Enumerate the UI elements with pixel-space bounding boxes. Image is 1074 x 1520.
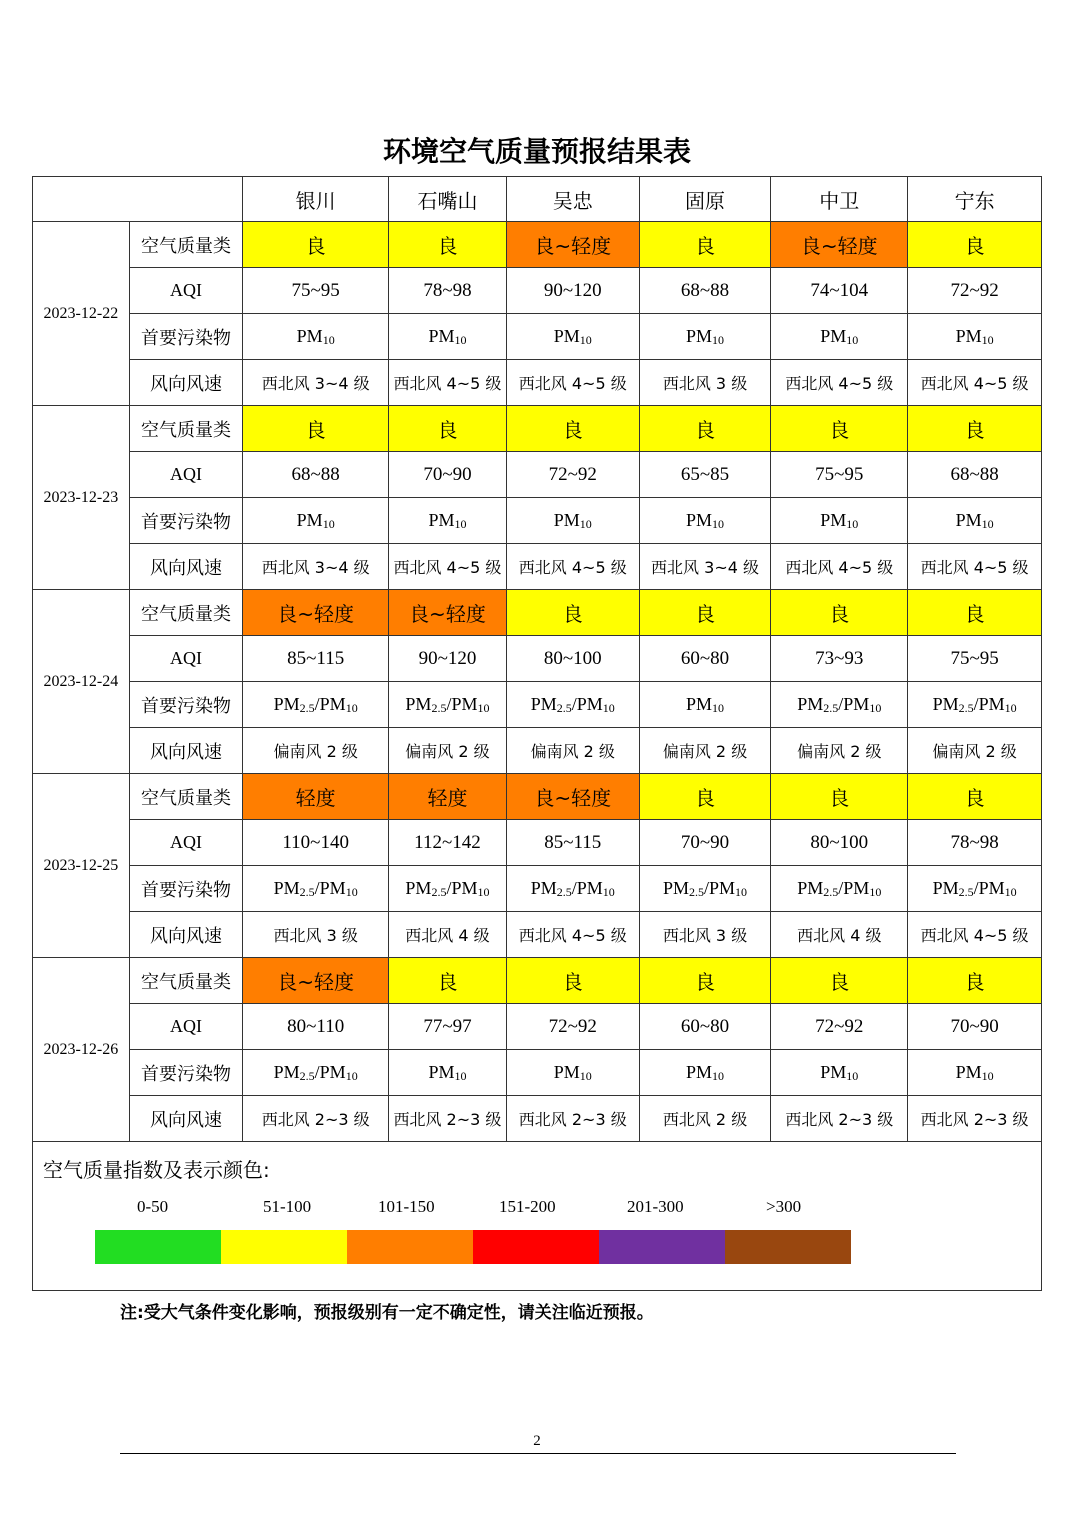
day-row-quality (33, 406, 1042, 452)
day-row-quality (33, 958, 1042, 1004)
quality-cell: 良 (243, 406, 389, 452)
wind-cell: 西北风 4~5 级 (908, 544, 1042, 590)
forecast-date: 2023-12-26 (33, 958, 130, 1142)
forecast-note: 注:受大气条件变化影响，预报级别有一定不确定性，请关注临近预报。 (120, 1303, 654, 1323)
legend-color-swatch (473, 1230, 599, 1264)
row-label-wind: 风向风速 (129, 728, 243, 774)
legend-range-label: 201-300 (627, 1197, 684, 1216)
legend-color-swatch (347, 1230, 473, 1264)
day-row-wind (33, 360, 1042, 406)
pollutant-cell: $PM_{10}$ (639, 682, 771, 728)
day-row-aqi (33, 268, 1042, 314)
aqi-cell: 77~97 (389, 1004, 507, 1050)
quality-cell: 良~轻度 (243, 958, 389, 1004)
wind-cell: 西北风 2~3 级 (506, 1096, 639, 1142)
wind-cell: 西北风 4~5 级 (506, 360, 639, 406)
aqi-cell: 72~92 (506, 1004, 639, 1050)
wind-cell: 西北风 4~5 级 (389, 544, 507, 590)
quality-cell: 良 (908, 958, 1042, 1004)
wind-cell: 西北风 4~5 级 (506, 912, 639, 958)
legend-color-swatch (95, 1230, 221, 1264)
legend-body (33, 1142, 1042, 1291)
city-header: 宁东 (908, 177, 1042, 222)
aqi-cell: 85~115 (506, 820, 639, 866)
pollutant-cell: $PM_{2.5}/PM_{10}$ (908, 682, 1042, 728)
pollutant-cell: $PM_{10}$ (389, 498, 507, 544)
pollutant-cell: $PM_{2.5}/PM_{10}$ (243, 1050, 389, 1096)
quality-cell: 轻度 (389, 774, 507, 820)
quality-cell: 良~轻度 (389, 590, 507, 636)
quality-cell: 良 (908, 406, 1042, 452)
day-row-quality (33, 590, 1042, 636)
forecast-date: 2023-12-22 (33, 222, 130, 406)
day-row-wind (33, 1096, 1042, 1142)
quality-cell: 良~轻度 (506, 222, 639, 268)
row-label-wind: 风向风速 (129, 912, 243, 958)
wind-cell: 西北风 4~5 级 (506, 544, 639, 590)
pollutant-cell: $PM_{2.5}/PM_{10}$ (389, 682, 507, 728)
aqi-cell: 75~95 (771, 452, 908, 498)
aqi-cell: 75~95 (908, 636, 1042, 682)
wind-cell: 西北风 2~3 级 (908, 1096, 1042, 1142)
aqi-cell: 80~100 (506, 636, 639, 682)
wind-cell: 西北风 2~3 级 (771, 1096, 908, 1142)
legend-range-label: 0-50 (137, 1197, 169, 1216)
pollutant-cell: $PM_{10}$ (506, 314, 639, 360)
quality-cell: 良~轻度 (771, 222, 908, 268)
pollutant-cell: $PM_{2.5}/PM_{10}$ (506, 866, 639, 912)
wind-cell: 偏南风 2 级 (639, 728, 771, 774)
quality-cell: 良 (243, 222, 389, 268)
aqi-cell: 65~85 (639, 452, 771, 498)
legend-title: 空气质量指数及表示颜色: (43, 1158, 270, 1182)
row-label-quality: 空气质量类 (129, 222, 243, 268)
day-row-pollutant (33, 498, 1042, 544)
quality-cell: 良~轻度 (506, 774, 639, 820)
forecast-date: 2023-12-24 (33, 590, 130, 774)
page-title: 环境空气质量预报结果表 (382, 135, 691, 168)
pollutant-cell: $PM_{2.5}/PM_{10}$ (506, 682, 639, 728)
quality-cell: 良~轻度 (243, 590, 389, 636)
pollutant-cell: $PM_{10}$ (506, 1050, 639, 1096)
quality-cell: 良 (639, 774, 771, 820)
quality-cell: 良 (506, 590, 639, 636)
quality-cell: 良 (639, 590, 771, 636)
quality-cell: 良 (506, 958, 639, 1004)
day-row-quality (33, 222, 1042, 268)
wind-cell: 西北风 3~4 级 (639, 544, 771, 590)
row-label-quality: 空气质量类 (129, 406, 243, 452)
wind-cell: 西北风 3 级 (639, 912, 771, 958)
row-label-aqi: AQI (129, 820, 243, 866)
pollutant-cell: $PM_{10}$ (243, 498, 389, 544)
aqi-cell: 68~88 (908, 452, 1042, 498)
page-number: 2 (533, 1433, 541, 1449)
legend-color-swatch (599, 1230, 725, 1264)
row-label-aqi: AQI (129, 452, 243, 498)
aqi-cell: 110~140 (243, 820, 389, 866)
row-label-pollutant: 首要污染物 (129, 314, 243, 360)
aqi-cell: 75~95 (243, 268, 389, 314)
wind-cell: 西北风 4 级 (389, 912, 507, 958)
city-header: 银川 (243, 177, 389, 222)
day-row-quality (33, 774, 1042, 820)
wind-cell: 西北风 4~5 级 (771, 544, 908, 590)
pollutant-cell: $PM_{2.5}/PM_{10}$ (243, 866, 389, 912)
aqi-cell: 74~104 (771, 268, 908, 314)
pollutant-cell: $PM_{2.5}/PM_{10}$ (389, 866, 507, 912)
wind-cell: 西北风 2~3 级 (243, 1096, 389, 1142)
row-label-quality: 空气质量类 (129, 590, 243, 636)
row-label-pollutant: 首要污染物 (129, 498, 243, 544)
pollutant-cell: $PM_{10}$ (771, 314, 908, 360)
pollutant-cell: $PM_{10}$ (389, 314, 507, 360)
aqi-cell: 85~115 (243, 636, 389, 682)
aqi-cell: 72~92 (506, 452, 639, 498)
day-row-aqi (33, 636, 1042, 682)
wind-cell: 西北风 3~4 级 (243, 544, 389, 590)
day-row-aqi (33, 1004, 1042, 1050)
quality-cell: 良 (908, 774, 1042, 820)
quality-cell: 良 (389, 406, 507, 452)
legend-range-label: 51-100 (263, 1197, 312, 1216)
aqi-cell: 70~90 (389, 452, 507, 498)
wind-cell: 西北风 3 级 (639, 360, 771, 406)
pollutant-cell: $PM_{2.5}/PM_{10}$ (243, 682, 389, 728)
legend-range-label: >300 (766, 1197, 802, 1216)
day-row-wind (33, 544, 1042, 590)
row-label-pollutant: 首要污染物 (129, 682, 243, 728)
row-label-wind: 风向风速 (129, 544, 243, 590)
wind-cell: 西北风 4~5 级 (771, 360, 908, 406)
quality-cell: 良 (506, 406, 639, 452)
wind-cell: 西北风 2~3 级 (389, 1096, 507, 1142)
pollutant-cell: $PM_{10}$ (908, 498, 1042, 544)
pollutant-cell: $PM_{2.5}/PM_{10}$ (771, 866, 908, 912)
day-row-aqi (33, 820, 1042, 866)
city-header: 吴忠 (506, 177, 639, 222)
quality-cell: 良 (771, 958, 908, 1004)
row-label-quality: 空气质量类 (129, 774, 243, 820)
wind-cell: 西北风 4~5 级 (908, 360, 1042, 406)
aqi-cell: 80~110 (243, 1004, 389, 1050)
pollutant-cell: $PM_{10}$ (243, 314, 389, 360)
legend-color-swatch (725, 1230, 851, 1264)
quality-cell: 良 (771, 406, 908, 452)
quality-cell: 良 (389, 958, 507, 1004)
row-label-aqi: AQI (129, 636, 243, 682)
quality-cell: 轻度 (243, 774, 389, 820)
day-row-pollutant (33, 1050, 1042, 1096)
wind-cell: 西北风 3 级 (243, 912, 389, 958)
quality-cell: 良 (771, 590, 908, 636)
row-label-quality: 空气质量类 (129, 958, 243, 1004)
day-row-pollutant (33, 866, 1042, 912)
pollutant-cell: $PM_{10}$ (389, 1050, 507, 1096)
wind-cell: 偏南风 2 级 (771, 728, 908, 774)
header-row (33, 177, 1042, 222)
day-row-wind (33, 728, 1042, 774)
pollutant-cell: $PM_{10}$ (908, 1050, 1042, 1096)
aqi-cell: 90~120 (389, 636, 507, 682)
pollutant-cell: $PM_{10}$ (771, 1050, 908, 1096)
row-label-pollutant: 首要污染物 (129, 1050, 243, 1096)
pollutant-cell: $PM_{2.5}/PM_{10}$ (771, 682, 908, 728)
footer-line (120, 1453, 956, 1454)
aqi-cell: 90~120 (506, 268, 639, 314)
corner-cell (33, 177, 243, 222)
wind-cell: 西北风 2 级 (639, 1096, 771, 1142)
aqi-cell: 68~88 (243, 452, 389, 498)
day-row-aqi (33, 452, 1042, 498)
wind-cell: 西北风 4~5 级 (908, 912, 1042, 958)
legend-range-label: 101-150 (378, 1197, 435, 1216)
quality-cell: 良 (639, 406, 771, 452)
wind-cell: 西北风 4 级 (771, 912, 908, 958)
row-label-aqi: AQI (129, 268, 243, 314)
forecast-date: 2023-12-25 (33, 774, 130, 958)
pollutant-cell: $PM_{10}$ (506, 498, 639, 544)
row-label-pollutant: 首要污染物 (129, 866, 243, 912)
aqi-cell: 112~142 (389, 820, 507, 866)
legend-row (33, 1142, 1042, 1291)
quality-cell: 良 (639, 958, 771, 1004)
legend-range-label: 151-200 (499, 1197, 556, 1216)
wind-cell: 偏南风 2 级 (389, 728, 507, 774)
aqi-cell: 70~90 (908, 1004, 1042, 1050)
quality-cell: 良 (639, 222, 771, 268)
wind-cell: 西北风 4~5 级 (389, 360, 507, 406)
aqi-cell: 60~80 (639, 1004, 771, 1050)
forecast-date: 2023-12-23 (33, 406, 130, 590)
pollutant-cell: $PM_{10}$ (639, 498, 771, 544)
pollutant-cell: $PM_{2.5}/PM_{10}$ (639, 866, 771, 912)
pollutant-cell: $PM_{2.5}/PM_{10}$ (908, 866, 1042, 912)
quality-cell: 良 (908, 222, 1042, 268)
city-header: 中卫 (771, 177, 908, 222)
wind-cell: 偏南风 2 级 (908, 728, 1042, 774)
aqi-cell: 72~92 (771, 1004, 908, 1050)
row-label-wind: 风向风速 (129, 1096, 243, 1142)
wind-cell: 西北风 3~4 级 (243, 360, 389, 406)
aqi-cell: 78~98 (389, 268, 507, 314)
day-row-pollutant (33, 314, 1042, 360)
pollutant-cell: $PM_{10}$ (771, 498, 908, 544)
legend-color-swatch (221, 1230, 347, 1264)
pollutant-cell: $PM_{10}$ (639, 314, 771, 360)
aqi-cell: 80~100 (771, 820, 908, 866)
aqi-cell: 60~80 (639, 636, 771, 682)
wind-cell: 偏南风 2 级 (243, 728, 389, 774)
quality-cell: 良 (771, 774, 908, 820)
day-row-pollutant (33, 682, 1042, 728)
aqi-cell: 73~93 (771, 636, 908, 682)
quality-cell: 良 (389, 222, 507, 268)
aqi-cell: 72~92 (908, 268, 1042, 314)
forecast-table-body (33, 177, 1042, 1142)
pollutant-cell: $PM_{10}$ (908, 314, 1042, 360)
wind-cell: 偏南风 2 级 (506, 728, 639, 774)
aqi-cell: 68~88 (639, 268, 771, 314)
aqi-legend (33, 1142, 1042, 1291)
day-row-wind (33, 912, 1042, 958)
row-label-aqi: AQI (129, 1004, 243, 1050)
city-header: 石嘴山 (389, 177, 507, 222)
pollutant-cell: $PM_{10}$ (639, 1050, 771, 1096)
quality-cell: 良 (908, 590, 1042, 636)
forecast-table (32, 176, 1042, 1291)
aqi-cell: 78~98 (908, 820, 1042, 866)
row-label-wind: 风向风速 (129, 360, 243, 406)
city-header: 固原 (639, 177, 771, 222)
aqi-cell: 70~90 (639, 820, 771, 866)
